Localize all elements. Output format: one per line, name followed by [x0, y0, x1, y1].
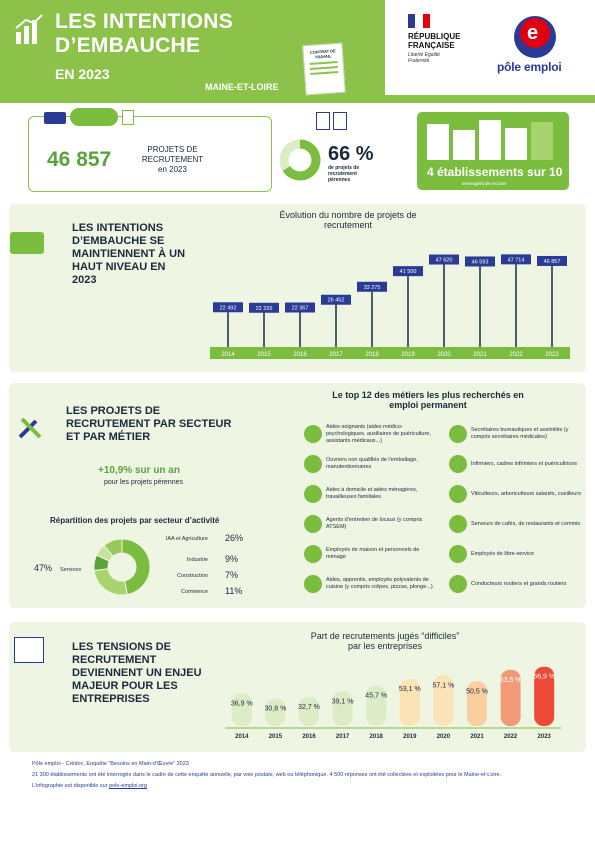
- metier-item: [449, 570, 584, 598]
- metier-item: [449, 420, 584, 448]
- chart3-tick-label: 2016: [302, 734, 316, 740]
- metier-label: Viticulteurs, arboriculteurs salariés, cueilleurs: [471, 490, 581, 497]
- chart1-data-label: 22 492: [219, 305, 237, 312]
- buildings-icon: [425, 116, 565, 162]
- megaphone-icon: [14, 637, 44, 663]
- contract-label: CONTRAT DE TRAVAIL: [309, 48, 336, 60]
- contract-document-icon: [302, 43, 345, 96]
- chart3-data-label: 32,7 %: [298, 704, 320, 712]
- metier-label: Infirmiers, cadres infirmiers et puéricultrices: [471, 460, 578, 467]
- chart3-data-label: 57,1 %: [432, 682, 455, 690]
- metier-item: [304, 450, 439, 478]
- chart3-data-label: 53,1 %: [398, 685, 421, 693]
- metier-label: Employés de libre-service: [471, 550, 534, 557]
- chart1-data-label: 46 593: [471, 259, 489, 266]
- pole-emploi-letter: e: [527, 22, 539, 44]
- chart1-tick-label: 2021: [473, 352, 487, 358]
- chart3-bar: [299, 697, 319, 726]
- chart3-data-label: 63,5 %: [499, 676, 522, 684]
- chart3-tick-label: 2019: [403, 734, 417, 740]
- metier-label: Serveurs de cafés, de restaurants et commis: [471, 520, 581, 527]
- metier-label: Ouvriers non qualifiés de l’emballage, manutentionnaires: [326, 457, 418, 470]
- footer-source: Pôle emploi - Crédoc, Enquête “Besoins en Main-d’Œuvre” 2023: [32, 761, 189, 767]
- chart3-tick-label: 2020: [436, 734, 451, 740]
- pie-value-label: 7%: [225, 570, 239, 580]
- chart3-tick-label: 2023: [537, 734, 551, 740]
- chart3-tick-label: 2022: [503, 734, 518, 740]
- chart1-tick-label: 2015: [257, 352, 271, 358]
- contract-cdi-icon: [316, 112, 330, 130]
- metier-item: [449, 480, 584, 508]
- chart1-tick-label: 2017: [329, 352, 343, 358]
- metier-icon: [449, 545, 467, 563]
- chart1-tick-label: 2020: [437, 352, 451, 358]
- footer-avail-text: L’infographie est disponible sur: [32, 783, 110, 789]
- projects-value: 46 857: [47, 148, 112, 171]
- establishments-value: 4 établissements sur 10: [427, 165, 563, 179]
- perennial-donut: [278, 138, 322, 182]
- metier-item: [304, 540, 439, 568]
- footer-availability: [32, 782, 562, 790]
- metiers-grid: [290, 420, 581, 605]
- pie-slice: [122, 539, 150, 595]
- chart1-data-label: 26 452: [327, 297, 345, 304]
- chart3-data-label: 36,9 %: [230, 700, 253, 708]
- metier-icon: [304, 515, 322, 533]
- pie-category-label: Commerce: [181, 589, 208, 595]
- chart1-data-label: 41 500: [399, 269, 417, 276]
- envelope-icon: [44, 112, 66, 124]
- handshake-icon: [70, 108, 118, 126]
- metier-label: Aides, apprentis, employés polyvalents de cuisine (y compris crêpes, pizzas, plonge...): [326, 577, 433, 590]
- chart1-tick-label: 2023: [545, 352, 559, 358]
- metier-item: [304, 510, 439, 538]
- chart3-data-label: 45,7 %: [365, 692, 388, 700]
- tools-icon: [16, 413, 44, 441]
- metier-item: [304, 570, 439, 598]
- footer: [32, 760, 562, 790]
- chart1-data-label: 46 857: [543, 258, 561, 265]
- metier-icon: [449, 485, 467, 503]
- pie-slice: [94, 569, 127, 595]
- sector-pie-svg: [30, 525, 270, 605]
- chart1-title: Évolution du nombre de projets de recrutement: [279, 210, 417, 230]
- chart1-data-label: 22 226: [255, 305, 273, 312]
- chart3-tick-label: 2014: [235, 734, 249, 740]
- chart3-svg: [225, 658, 565, 750]
- chart3-tick-label: 2015: [268, 734, 283, 740]
- metier-label: Conducteurs routiers et grands routiers: [471, 580, 567, 587]
- pie-value-label: 9%: [225, 554, 239, 564]
- metier-icon: [449, 515, 467, 533]
- title-line-1: LES INTENTIONS: [55, 10, 234, 33]
- french-flag-icon: [408, 14, 430, 28]
- chart3-tick-label: 2018: [369, 734, 383, 740]
- metier-label: Aides-soignants (aides médico-psychologiques, auxiliaires de puériculture, assistants médicaux...): [326, 423, 431, 444]
- chart1-tick-label: 2019: [401, 352, 415, 358]
- chart1-tick-label: 2018: [365, 352, 379, 358]
- contract-cdd-icon: [333, 112, 347, 130]
- chart1-data-label: 33 275: [363, 284, 381, 291]
- metier-icon: [304, 425, 322, 443]
- pie-category-label: IAA et Agriculture: [165, 536, 208, 542]
- metier-label: Secrétaires bureautiques et assimilés (y compris secrétaires médicales): [471, 427, 569, 440]
- growth-sub: pour les projets pérennes: [104, 479, 183, 486]
- metier-label: Agents d’entretien de locaux (y compris ATSEM): [326, 517, 423, 530]
- growth-value: +10,9% sur un an: [98, 465, 180, 476]
- republique-motto: Liberté Égalité Fraternité: [408, 52, 440, 64]
- pole-emploi-name: pôle emploi: [497, 60, 562, 74]
- section3-title: LES TENSIONS DE RECRUTEMENT DEVIENNENT UN ENJEU MAJEUR POUR LES ENTREPRISES: [72, 641, 202, 705]
- metier-icon: [304, 545, 322, 563]
- document-icon: [122, 110, 134, 125]
- briefcase-icon: [10, 232, 44, 254]
- metier-item: [449, 510, 584, 538]
- metiers-title: Le top 12 des métiers les plus recherchés en emploi permanent: [332, 390, 524, 410]
- chart1-data-label: 47 714: [507, 257, 525, 264]
- chart3-data-label: 66,9 %: [533, 673, 556, 681]
- region-label: MAINE-ET-LOIRE: [205, 82, 279, 92]
- pie-value-label: 26%: [225, 533, 244, 543]
- chart3-data-label: 50,5 %: [466, 688, 488, 696]
- republique-francaise-logo: RÉPUBLIQUE FRANÇAISE: [408, 32, 461, 50]
- chart1-tick-label: 2016: [293, 352, 307, 358]
- chart1-tick-label: 2022: [509, 352, 523, 358]
- footer-link[interactable]: pole-emploi.org: [109, 783, 147, 789]
- chart3-tick-label: 2021: [470, 734, 484, 740]
- establishments-label: envisagent de recruter: [462, 181, 507, 186]
- perennial-pct: 66 %: [328, 143, 374, 165]
- chart3-bar: [333, 691, 353, 726]
- chart3-bar: [232, 693, 252, 726]
- repartition-title: Répartition des projets par secteur d’activité: [50, 516, 220, 525]
- metier-item: [449, 450, 584, 478]
- metier-icon: [304, 455, 322, 473]
- metier-icon: [304, 575, 322, 593]
- chart3-title: Part de recrutements jugés “difficiles” par les entreprises: [310, 631, 460, 651]
- pie-category-label: Services: [60, 567, 82, 573]
- title-year: EN 2023: [55, 66, 110, 82]
- chart1-data-label: 22 367: [291, 305, 309, 312]
- metier-icon: [449, 575, 467, 593]
- section2-title: LES PROJETS DE RECRUTEMENT PAR SECTEUR ET PAR MÉTIER: [66, 405, 232, 443]
- chart1-svg: [210, 242, 580, 362]
- metier-label: Aides à domicile et aides ménagères, travailleuses familiales: [326, 487, 418, 500]
- metier-item: [304, 480, 439, 508]
- pie-value-label: 47%: [34, 563, 53, 573]
- footer-method: 21 300 établissements ont été interrogés dans le cadre de cette enquête annuelle, par voie postale, web ou téléphonique. 4 500 réponses ont été collectées et exploitées pour le Maine-et-Loire.: [32, 772, 502, 778]
- metier-icon: [449, 425, 467, 443]
- chart1-data-label: 47 620: [435, 257, 453, 264]
- metier-icon: [449, 455, 467, 473]
- metier-icon: [304, 485, 322, 503]
- chart3-data-label: 30,8 %: [264, 705, 287, 713]
- metier-label: Employés de maison et personnels de ménage: [326, 547, 420, 560]
- chart3-data-label: 39,1 %: [331, 698, 354, 706]
- perennial-label: de projets de recrutement pérennes: [328, 165, 360, 183]
- pie-value-label: 11%: [225, 586, 243, 596]
- chart3-tick-label: 2017: [335, 734, 350, 740]
- pole-emploi-logo: [514, 16, 556, 58]
- metier-item: [449, 540, 584, 568]
- section1-title: LES INTENTIONS D’EMBAUCHE SE MAINTIENNENT À UN HAUT NIVEAU EN 2023: [72, 222, 186, 286]
- pie-category-label: Industrie: [186, 557, 208, 563]
- chart-bars-icon: [14, 14, 44, 46]
- chart1-tick-label: 2014: [221, 352, 235, 358]
- metier-item: [304, 420, 439, 448]
- title-line-2: D’EMBAUCHE: [55, 34, 201, 57]
- pie-category-label: Construction: [177, 573, 208, 579]
- projects-label: PROJETS DE RECRUTEMENT en 2023: [141, 145, 204, 174]
- page-title: [55, 10, 233, 58]
